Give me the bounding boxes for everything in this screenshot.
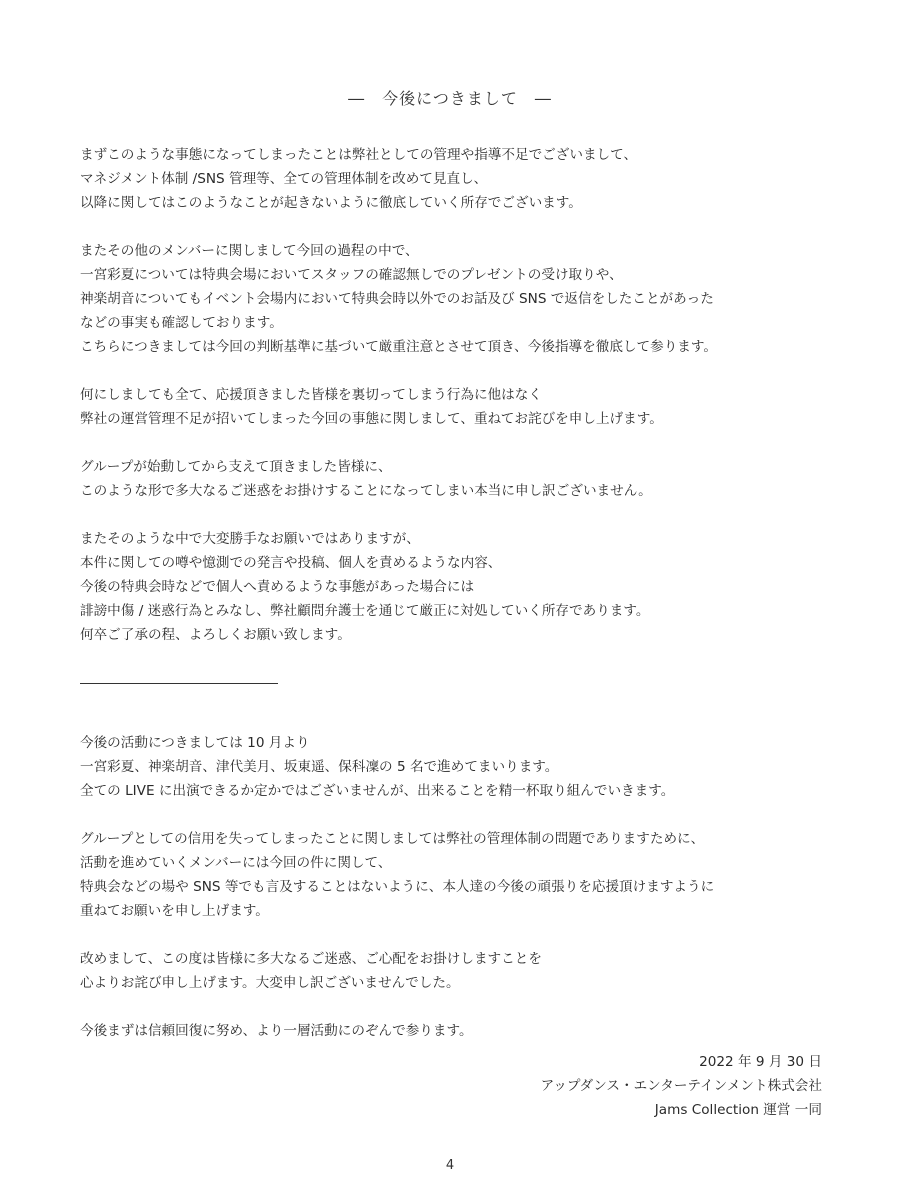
paragraph xyxy=(80,1019,840,1043)
text-line: 何にしましても全て、応援頂きました皆様を裏切ってしまう行為に他はなく xyxy=(80,387,542,403)
text-line: 神楽胡音についてもイベント会場内において特典会時以外でのお話及び SNS で返信をしたことがあった xyxy=(80,291,714,307)
paragraph xyxy=(80,947,840,995)
text-line: 心よりお詫び申し上げます。大変申し訳ございませんでした。 xyxy=(80,975,460,991)
text-line: 一宮彩夏、神楽胡音、津代美月、坂東遥、保科凜の 5 名で進めてまいります。 xyxy=(80,759,559,775)
text-line: マネジメント体制 /SNS 管理等、全ての管理体制を改めて見直し、 xyxy=(80,171,488,187)
text-line: 特典会などの場や SNS 等でも言及することはないように、本人達の今後の頑張りを応援頂けますように xyxy=(80,879,715,895)
document-body xyxy=(80,143,840,1043)
text-line: 誹謗中傷 / 迷惑行為とみなし、弊社顧問弁護士を通じて厳正に対処していく所存であります。 xyxy=(80,603,650,619)
page-number: 4 xyxy=(445,1158,455,1173)
text-line: 何卒ご了承の程、よろしくお願い致します。 xyxy=(80,627,351,643)
paragraph xyxy=(80,143,840,215)
text-line: 改めまして、この度は皆様に多大なるご迷惑、ご心配をお掛けしますことを xyxy=(80,951,542,967)
text-line: グループが始動してから支えて頂きました皆様に、 xyxy=(80,459,392,475)
text-line: またそのような中で大変勝手なお願いではありますが、 xyxy=(80,531,420,547)
body-section-after xyxy=(80,731,840,1043)
text-line: またその他のメンバーに関しまして今回の過程の中で、 xyxy=(80,243,419,259)
signature-date: 2022 年 9 月 30 日 xyxy=(699,1054,822,1070)
text-line: 本件に関しての噂や憶測での発言や投稿、個人を責めるような内容、 xyxy=(80,555,502,571)
text-line: 弊社の運営管理不足が招いてしまった今回の事態に関しまして、重ねてお詫びを申し上げます。 xyxy=(80,411,663,427)
text-line: 活動を進めていくメンバーには今回の件に関して、 xyxy=(80,855,392,871)
section-divider xyxy=(80,683,278,684)
paragraph xyxy=(80,383,840,431)
text-line: 以降に関してはこのようなことが起きないように徹底していく所存でございます。 xyxy=(80,195,582,211)
text-line: などの事実も確認しております。 xyxy=(80,315,283,331)
paragraph xyxy=(80,527,840,647)
text-line: 今後まずは信頼回復に努め、より一層活動にのぞんで参ります。 xyxy=(80,1023,473,1039)
paragraph xyxy=(80,731,840,803)
text-line: 重ねてお願いを申し上げます。 xyxy=(80,903,269,919)
text-line: グループとしての信用を失ってしまったことに関しましては弊社の管理体制の問題でありますために、 xyxy=(80,831,705,847)
text-line: 今後の特典会時などで個人へ責めるような事態があった場合には xyxy=(80,579,475,595)
body-section-before xyxy=(80,143,840,647)
text-line: 一宮彩夏については特典会場においてスタッフの確認無しでのプレゼントの受け取りや、 xyxy=(80,267,623,283)
paragraph xyxy=(80,239,840,359)
text-line: まずこのような事態になってしまったことは弊社としての管理や指導不足でございまして、 xyxy=(80,147,638,163)
signature-company: アップダンス・エンターテインメント株式会社 xyxy=(540,1078,822,1094)
text-line: こちらにつきましては今回の判断基準に基づいて厳重注意とさせて頂き、今後指導を徹底して参ります。 xyxy=(80,339,717,355)
signature-team: Jams Collection 運営 一同 xyxy=(654,1102,822,1118)
page-title: ― 今後につきまして ― xyxy=(348,89,552,108)
paragraph xyxy=(80,827,840,923)
signature-block xyxy=(541,1050,822,1122)
text-line: このような形で多大なるご迷惑をお掛けすることになってしまい本当に申し訳ございません。 xyxy=(80,483,652,499)
text-line: 全ての LIVE に出演できるか定かではございませんが、出来ることを精一杯取り組んでいきます。 xyxy=(80,783,675,799)
paragraph xyxy=(80,455,840,503)
text-line: 今後の活動につきましては 10 月より xyxy=(80,735,310,751)
